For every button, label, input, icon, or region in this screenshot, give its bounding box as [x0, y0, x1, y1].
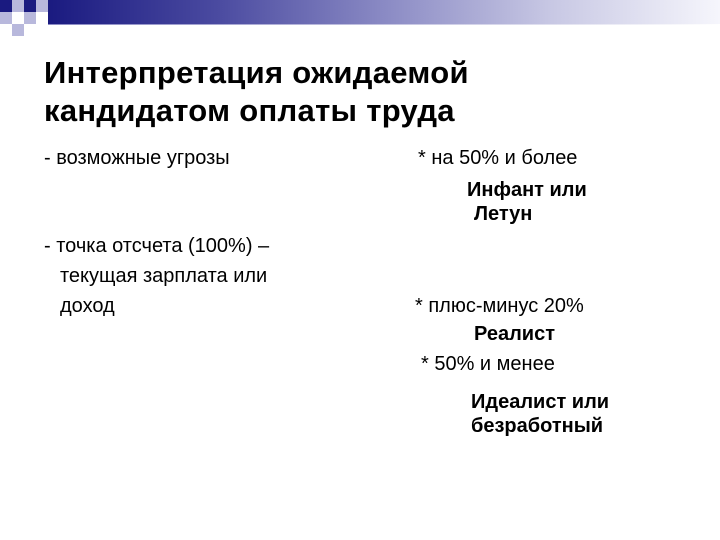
label-idealist-or-unemployed-line-2: безработный [471, 415, 604, 437]
range-plus-minus-20: * плюс-минус 20% [415, 295, 584, 317]
decor-square [0, 24, 12, 36]
left-item-reference-line-1: - точка отсчета (100%) – [44, 235, 270, 257]
range-below-50: * 50% и менее [421, 353, 555, 375]
header-band-line [48, 24, 720, 25]
decor-square [12, 12, 24, 24]
left-item-reference-line-2: текущая зарплата или [60, 265, 268, 287]
label-idealist-or-unemployed-line-1: Идеалист или [471, 391, 610, 413]
title-line-2: кандидатом оплаты труда [44, 93, 455, 128]
decor-square [24, 12, 36, 24]
decor-square [12, 0, 24, 12]
label-realist: Реалист [474, 323, 556, 345]
range-above-50: * на 50% и более [418, 147, 578, 169]
title-line-1: Интерпретация ожидаемой [44, 55, 469, 90]
decor-square [0, 12, 12, 24]
decor-square [0, 0, 12, 12]
decor-square [12, 24, 24, 36]
slide-title [44, 54, 469, 130]
decor-square [36, 0, 48, 12]
left-item-threats: - возможные угрозы [44, 147, 230, 169]
header-band [48, 0, 720, 24]
decor-square [24, 0, 36, 12]
left-item-reference-line-3: доход [60, 295, 115, 317]
decor-square [36, 12, 48, 24]
decor-square [24, 24, 36, 36]
label-infant-or-letun-line-1: Инфант или [467, 179, 587, 201]
label-infant-or-letun-line-2: Летун [474, 203, 533, 225]
